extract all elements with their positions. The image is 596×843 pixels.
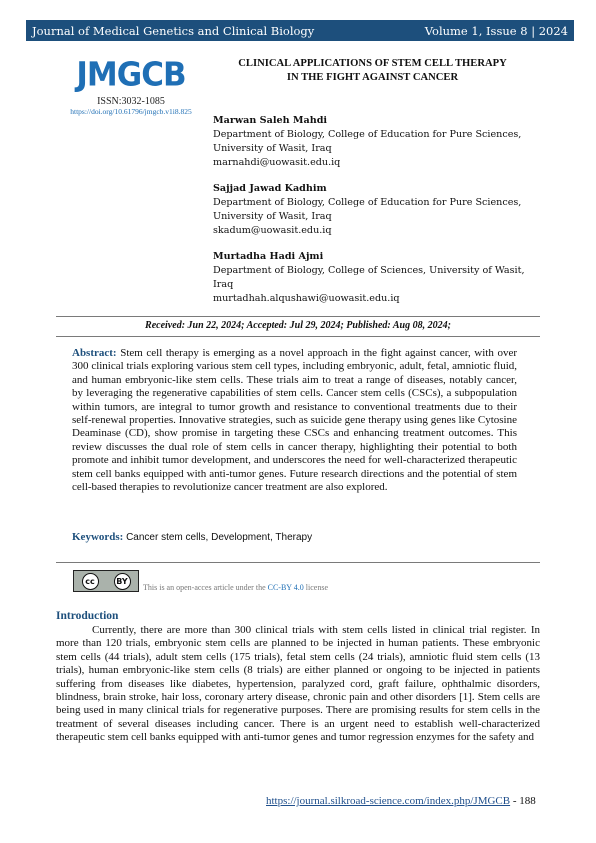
cc-license-link[interactable]: CC-BY 4.0 (267, 583, 304, 592)
author-email[interactable]: skadum@uowasit.edu.iq (213, 225, 332, 236)
author-affiliation: University of Wasit, Iraq (213, 211, 332, 222)
author-block (213, 182, 543, 238)
author-affiliation: Iraq (213, 279, 234, 290)
keywords-values: Cancer stem cells, Development, Therapy (126, 532, 313, 543)
doi-link[interactable]: https://doi.org/10.61796/jmgcb.v1i8.825 (70, 107, 192, 116)
paper-title-line-1: CLINICAL APPLICATIONS OF STEM CELL THERAPY (238, 58, 507, 69)
author-block (213, 250, 543, 306)
paper-title (210, 57, 535, 85)
author-email[interactable]: murtadhah.alqushawi@uowasit.edu.iq (213, 293, 400, 304)
abstract-text: Stem cell therapy is emerging as a novel approach in the fight against cancer, with over 300 clinical trials exploring various stem cell types, including embryonic, adult, fetal, amniotic fluid, and human embryonic-like stem cells. These trials aim to treat a range of diseases, notably cancer, by leveraging the regenerative capabilities of stem cells. Cancer stem cells (CSCs), a subpopulation within tumors, are integral to tumor growth and resistance to conventional treatments due to their self-renewal properties. Innovative strategies, such as suicide gene therapy using genes like Cytosine Deaminase (CD), show promise in targeting these CSCs and enhancing treatment outcomes. This review discusses the dual role of stem cells in cancer therapy, highlighting their potential to both promote and inhibit tumor development, and underscores the need for well-characterized therapeutic stem cell banks equipped with anti-tumor genes. Future research directions and the potential of stem cell-based therapies to revolutionize cancer treatment are also explored. (72, 347, 517, 494)
page-number: - 188 (510, 795, 536, 807)
cc-icon: cc (82, 573, 99, 590)
keywords-label: Keywords: (72, 531, 124, 543)
author-affiliation: University of Wasit, Iraq (213, 143, 332, 154)
license-text-before: This is an open-acces article under the (143, 583, 268, 592)
volume-issue: Volume 1, Issue 8 | 2024 (424, 23, 568, 38)
introduction-body: Currently, there are more than 300 clinical trials with stem cells listed in clinical trial register. In more than 120 trials, embryonic stem cells are planned to be injected in human patients. These embryonic stem cells (44 trials), adult stem cells (175 trials), fetal stem cells (24 trials), amniotic fluid stem cells (13 trials), human embryonic-like stem cells (8 trials) are either planned or ongoing to be injected in patients suffering from diseases like diabetes, hypertension, paralyzed cord, graft failure, ophthalmic disorders, blindness, brain stroke, hair loss, coronary artery disease, chronic pain and other disorders [1]. Stem cells are being used in many clinical trials for regenerative purposes. There are promising results for stem cells in the treatment of several diseases including cancer. There is an urgent need to establish well-characterized therapeutic stem cell banks equipped with anti-tumor genes and tumor regression enzymes for the safety and (56, 624, 540, 744)
publication-dates: Received: Jun 22, 2024; Accepted: Jul 29, 2024; Published: Aug 08, 2024; (145, 320, 451, 331)
divider-middle (56, 336, 540, 337)
author-affiliation: Department of Biology, College of Sciences, University of Wasit, (213, 265, 525, 276)
issn: ISSN:3032-1085 (97, 96, 165, 107)
divider-bottom (56, 562, 540, 563)
author-name: Marwan Saleh Mahdi (213, 115, 328, 126)
license-text-after: license (303, 583, 328, 592)
journal-url-link[interactable]: https://journal.silkroad-science.com/index.php/JMGCB (266, 795, 511, 807)
license-block (73, 570, 328, 592)
author-affiliation: Department of Biology, College of Education for Pure Sciences, (213, 197, 522, 208)
journal-logo: JMGCB (76, 56, 186, 94)
journal-header-bar (26, 20, 574, 41)
keywords (72, 531, 312, 543)
author-affiliation: Department of Biology, College of Education for Pure Sciences, (213, 129, 522, 140)
author-email[interactable]: marnahdi@uowasit.edu.iq (213, 157, 341, 168)
author-list (213, 114, 543, 318)
license-text (143, 583, 328, 592)
by-icon: BY (114, 573, 131, 590)
author-name: Sajjad Jawad Kadhim (213, 183, 327, 194)
author-block (213, 114, 543, 170)
journal-logo-block (56, 58, 206, 117)
abstract-label: Abstract: (72, 347, 117, 359)
cc-by-license-badge[interactable] (73, 570, 139, 592)
journal-name: Journal of Medical Genetics and Clinical Biology (32, 23, 315, 38)
abstract (72, 347, 517, 494)
page-footer (266, 795, 536, 807)
paper-title-line-2: IN THE FIGHT AGAINST CANCER (286, 72, 459, 83)
author-name: Murtadha Hadi Ajmi (213, 251, 324, 262)
introduction-heading: Introduction (56, 610, 119, 622)
divider-top (56, 316, 540, 317)
